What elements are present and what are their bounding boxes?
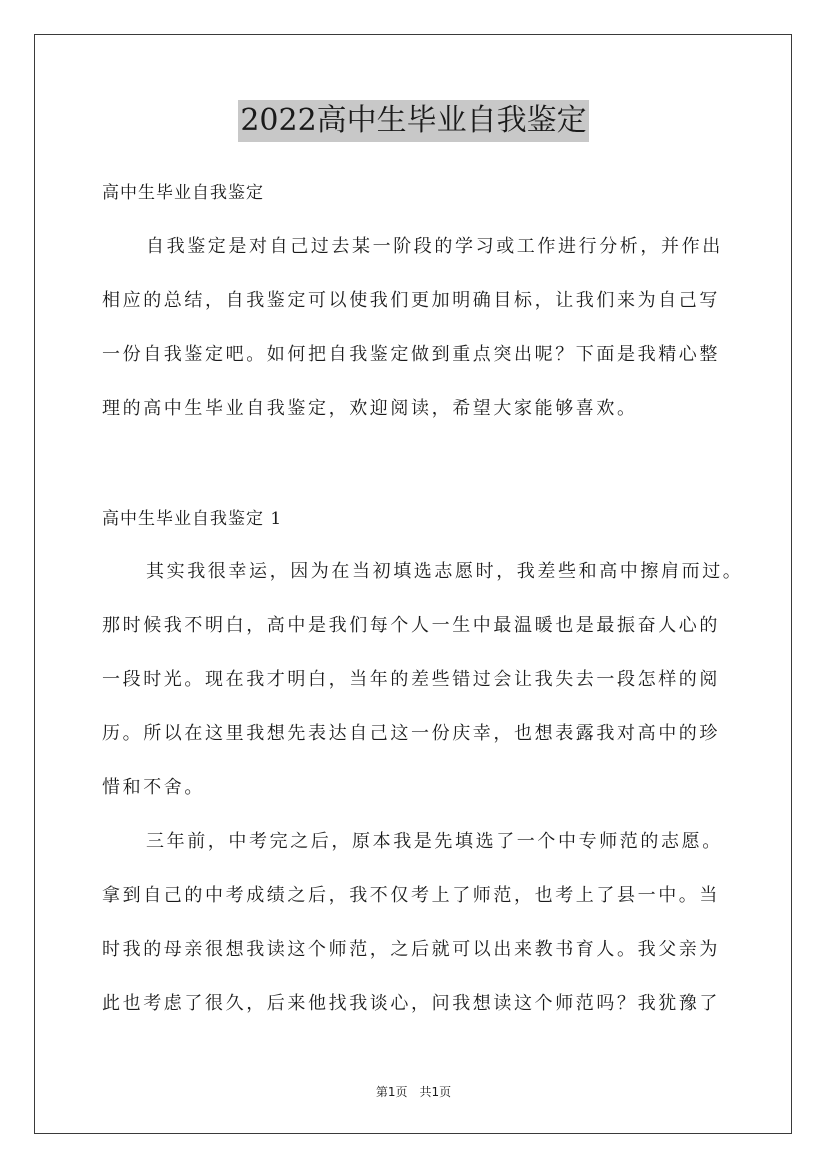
section1-para1-line: 惜和不舍。 (102, 777, 205, 798)
intro-line: 理的高中生毕业自我鉴定，欢迎阅读，希望大家能够喜欢。 (102, 398, 638, 419)
section1-para1-line: 那时候我不明白，高中是我们每个人一生中最温暖也是最振奋人心的 (102, 615, 720, 636)
document-title: 2022高中生毕业自我鉴定 (238, 100, 588, 142)
section1-para2-line: 时我的母亲很想我读这个师范，之后就可以出来教书育人。我父亲为 (102, 939, 720, 960)
title-wrapper (0, 100, 827, 142)
section1-para1-line: 历。所以在这里我想先表达自己这一份庆幸，也想表露我对高中的珍 (102, 723, 720, 744)
section1-para1-line: 其实我很幸运，因为在当初填选志愿时，我差些和高中擦肩而过。 (146, 561, 744, 582)
section1-para1-line: 一段时光。现在我才明白，当年的差些错过会让我失去一段怎样的阅 (102, 669, 720, 690)
section1-heading: 高中生毕业自我鉴定 1 (102, 509, 283, 529)
section1-para2-line: 拿到自己的中考成绩之后，我不仅考上了师范，也考上了县一中。当 (102, 885, 720, 906)
intro-line: 一份自我鉴定吧。如何把自我鉴定做到重点突出呢？下面是我精心整 (102, 344, 720, 365)
intro-line: 自我鉴定是对自己过去某一阶段的学习或工作进行分析，并作出 (146, 236, 723, 257)
intro-heading: 高中生毕业自我鉴定 (102, 183, 264, 203)
page-number-footer: 第1页 共1页 (375, 1085, 452, 1099)
intro-line: 相应的总结，自我鉴定可以使我们更加明确目标，让我们来为自己写 (102, 290, 720, 311)
section1-para2-line: 此也考虑了很久，后来他找我谈心，问我想读这个师范吗？我犹豫了 (102, 993, 720, 1014)
section1-para2-line: 三年前，中考完之后，原本我是先填选了一个中专师范的志愿。 (146, 831, 723, 852)
